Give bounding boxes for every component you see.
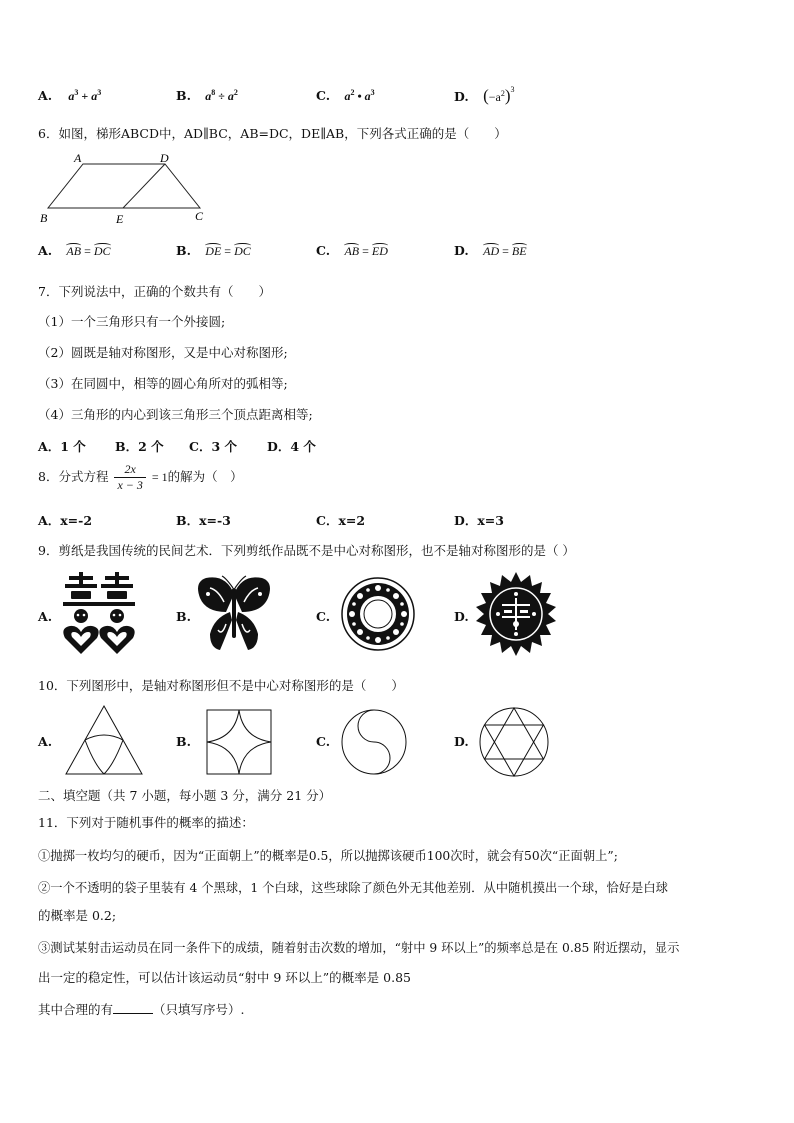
round-flower-papercut-image xyxy=(340,576,416,652)
q11-item-3-line-1: ③测试某射击运动员在同一条件下的成绩，随着射击次数的增加，“射中 9 环以上”的频率总是在 0.85 附近摆动，显示 xyxy=(38,941,680,955)
q10-letter-c: C. xyxy=(316,734,331,749)
q8-option-a: A．x=-2 xyxy=(38,513,93,528)
q8-option-b: B．x=-3 xyxy=(176,513,231,528)
q5-option-b: B. $a^8 \div a^2$ xyxy=(176,88,238,103)
q6-option-c: C. AB = ED xyxy=(316,243,388,258)
q6-option-d: D. AD = BE xyxy=(454,243,527,258)
q10-stem: 10．下列图形中，是轴对称图形但不是中心对称图形的是（ ） xyxy=(38,678,404,693)
q7-item-3: （3）在同圆中，相等的圆心角所对的弧相等; xyxy=(38,376,288,391)
q10-letter-b: B. xyxy=(176,734,191,749)
taiji-circle-figure xyxy=(340,708,408,776)
q8-option-c: C．x=2 xyxy=(316,513,366,528)
q7-option-b: B．2 个 xyxy=(115,439,164,454)
q9-letter-a: A. xyxy=(38,609,53,624)
label-e: E xyxy=(116,212,124,226)
q9-stem: 9．剪纸是我国传统的民间艺术．下列剪纸作品既不是中心对称图形，也不是轴对称图形的是（ ） xyxy=(38,543,575,558)
q8-stem: 8．分式方程 $\frac{2x}{x - 3}$ = 1的解为（ ） xyxy=(38,462,243,492)
q11-stem: 11．下列对于随机事件的概率的描述： xyxy=(38,815,254,830)
label-d: D xyxy=(160,151,169,165)
label-c: C xyxy=(195,209,204,223)
q6-option-a: A. AB = DC xyxy=(38,243,111,258)
answer-blank[interactable] xyxy=(113,1001,153,1014)
double-happiness-papercut-image xyxy=(60,572,140,656)
q7-item-1: （1）一个三角形只有一个外接圆; xyxy=(38,314,226,329)
q10-letter-a: A. xyxy=(38,734,53,749)
q6-stem: 6．如图，梯形ABCD中，AD∥BC，AB=DC，DE∥AB，下列各式正确的是（ ） xyxy=(38,126,507,141)
q8-fraction: $\frac{2x}{x - 3}$ xyxy=(114,462,145,493)
q7-stem: 7．下列说法中，正确的个数共有（ ） xyxy=(38,284,271,299)
hexagram-in-circle-figure xyxy=(478,706,550,778)
label-a: A xyxy=(74,151,82,165)
q9-letter-d: D. xyxy=(454,609,469,624)
q8-option-d: D．x=3 xyxy=(454,513,504,528)
triangle-with-arcs-figure xyxy=(64,704,144,776)
q7-item-2: （2）圆既是轴对称图形，又是中心对称图形; xyxy=(38,345,288,360)
q11-item-2-line-2: 的概率是 0.2; xyxy=(38,908,117,923)
sun-pattern-papercut-image xyxy=(474,572,558,656)
q9-letter-c: C. xyxy=(316,609,331,624)
q10-letter-d: D. xyxy=(454,734,469,749)
q11-answer-line: 其中合理的有 （只填写序号）. xyxy=(38,1002,245,1017)
q5-option-c: C. $a^2$ • $a^3$ xyxy=(316,88,375,103)
q7-option-a: A．1 个 xyxy=(38,439,86,454)
q7-item-4: （4）三角形的内心到该三角形三个顶点距离相等; xyxy=(38,407,313,422)
q9-letter-b: B. xyxy=(176,609,191,624)
label-b: B xyxy=(40,211,48,225)
section-heading: 二、填空题（共 7 小题，每小题 3 分，满分 21 分） xyxy=(38,788,332,803)
q6-option-b: B. DE = DC xyxy=(176,243,251,258)
q11-item-2-line-1: ②一个不透明的袋子里装有 4 个黑球，1 个白球，这些球除了颜色外无其他差别．从中随机摸出一个球，恰好是白球 xyxy=(38,881,668,895)
square-with-star-figure xyxy=(205,708,273,776)
q7-option-d: D．4 个 xyxy=(267,439,316,454)
q11-item-3-line-2: 出一定的稳定性，可以估计该运动员“射中 9 环以上”的概率是 0.85 xyxy=(38,970,411,985)
q11-item-1: ①抛掷一枚均匀的硬币，因为“正面朝上”的概率是0.5，所以抛掷该硬币100次时，就会有50次“正面朝上”; xyxy=(38,849,618,863)
q5-option-a: A. $a^3 + a^3$ xyxy=(38,88,102,103)
q6-trapezoid-figure xyxy=(38,150,210,228)
q5-option-d: D. $(-a^2)^3$ xyxy=(454,85,515,105)
butterfly-papercut-image xyxy=(196,574,272,654)
q7-option-c: C．3 个 xyxy=(189,439,237,454)
